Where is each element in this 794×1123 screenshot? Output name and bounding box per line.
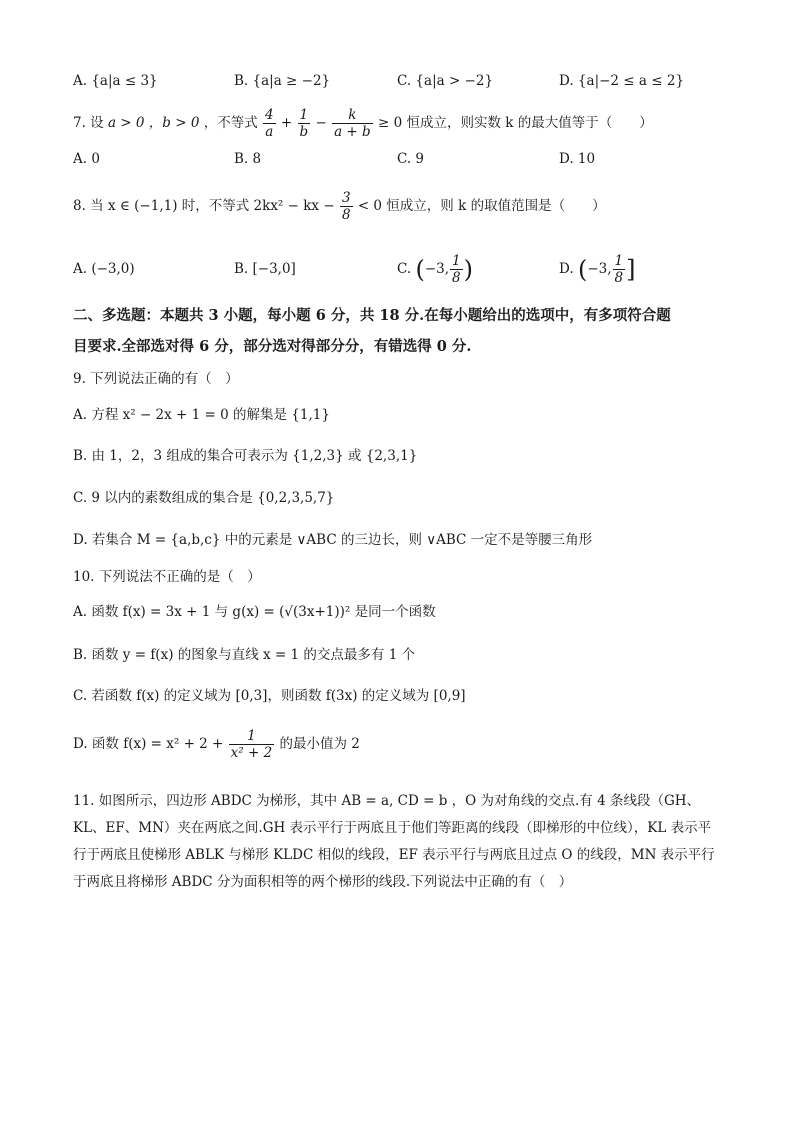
q10-option-a: A. 函数 f(x) = 3x + 1 与 g(x) = (√(3x+1))² 是同一个函数: [73, 604, 436, 620]
q7-fraction-3: $\frac{k}{a + b}$: [334, 107, 371, 140]
q7-prefix: 7. 设: [73, 115, 104, 131]
q7-stem: 7. 设 a > 0 ，b > 0 ，不等式 $\frac{4}{a}$ + $\frac{1}{b}$ − $\frac{k}{a + b}$ ≥ 0 恒成立，则实数 k 的最大值等于（ ）: [73, 107, 653, 140]
q8-option-a: A. (−3,0): [73, 261, 135, 277]
q6-option-c: C. {a|a > −2}: [397, 73, 494, 89]
q6-option-d: D. {a|−2 ≤ a ≤ 2}: [559, 73, 685, 89]
q8-option-d: D. (−3, $\frac{1}{8}$ ]: [559, 253, 636, 286]
q11-stem: 11. 如图所示，四边形 ABDC 为梯形，其中 AB = a, CD = b ，O 为对角线的交点.有 4 条线段（GH、KL、EF、MN）夹在两底之间.GH 表示平行于两底且于他们等距离的线段（即梯形的中位线），KL 表示平行于两底且使梯形 ABLK 与梯形 KLDC 相似的线段，EF 表示平行与两底且过点 O 的线段，MN 表示平行于两底且将梯形 ABDC 分为面积相等的两个梯形的线段.下列说法中正确的有（ ）: [73, 793, 715, 890]
q10-option-b: B. 函数 y = f(x) 的图象与直线 x = 1 的交点最多有 1 个: [73, 647, 416, 663]
q9-option-b: B. 由 1，2，3 组成的集合可表示为 {1,2,3} 或 {2,3,1}: [73, 448, 418, 464]
q7-option-a: A. 0: [73, 151, 100, 167]
q8-prefix: 8. 当 x ∈ (−1,1) 时，不等式 2kx² − kx −: [73, 198, 335, 214]
q9-option-a: A. 方程 x² − 2x + 1 = 0 的解集是 {1,1}: [73, 407, 330, 423]
q6-option-b: B. {a|a ≥ −2}: [234, 73, 331, 89]
q8-fraction: $\frac{3}{8}$: [341, 190, 351, 223]
q7-mid: ，不等式: [203, 115, 258, 131]
q8-option-c: C. (−3, $\frac{1}{8}$ ): [397, 253, 473, 286]
q7-condition: a > 0 ，b > 0: [107, 115, 200, 131]
q10-option-d: D. 函数 f(x) = x² + 2 + $\frac{1}{\text{x² + 2}}$ 的最小值为 2: [73, 728, 360, 761]
q7-fraction-1: $\frac{4}{a}$: [265, 107, 274, 140]
q9-stem: 9. 下列说法正确的有（ ）: [73, 371, 239, 387]
q9-option-d: D. 若集合 M = {a,b,c} 中的元素是 ∨ABC 的三边长，则 ∨ABC 一定不是等腰三角形: [73, 532, 593, 548]
q10-option-c: C. 若函数 f(x) 的定义域为 [0,3]，则函数 f(3x) 的定义域为 [0,9]: [73, 688, 466, 704]
section-heading-line-1: 二、多选题：本题共 3 小题，每小题 6 分，共 18 分.在每小题给出的选项中，有多项符合题: [73, 307, 671, 324]
q7-option-b: B. 8: [234, 151, 262, 167]
q7-tail: ≥ 0 恒成立，则实数 k 的最大值等于（ ）: [377, 115, 653, 131]
q7-option-d: D. 10: [559, 151, 596, 167]
q10-d-fraction: $\frac{1}{\text{x² + 2}}$: [230, 728, 273, 761]
q8-stem: [73, 189, 606, 223]
q10-stem: 10. 下列说法不正确的是（ ）: [73, 569, 261, 585]
q9-option-c: C. 9 以内的素数组成的集合是 {0,2,3,5,7}: [73, 490, 335, 506]
q8-options: [0, 250, 794, 290]
q8-tail: < 0 恒成立，则 k 的取值范围是（ ）: [357, 198, 606, 214]
section-heading-line-2: 目要求.全部选对得 6 分，部分选对得部分分，有错选得 0 分.: [73, 338, 472, 355]
q6-option-a: A. {a|a ≤ 3}: [73, 73, 158, 89]
q7-option-c: C. 9: [397, 151, 425, 167]
q7-fraction-2: $\frac{1}{b}$: [299, 107, 309, 140]
q8-option-b: B. [−3,0]: [234, 261, 296, 277]
